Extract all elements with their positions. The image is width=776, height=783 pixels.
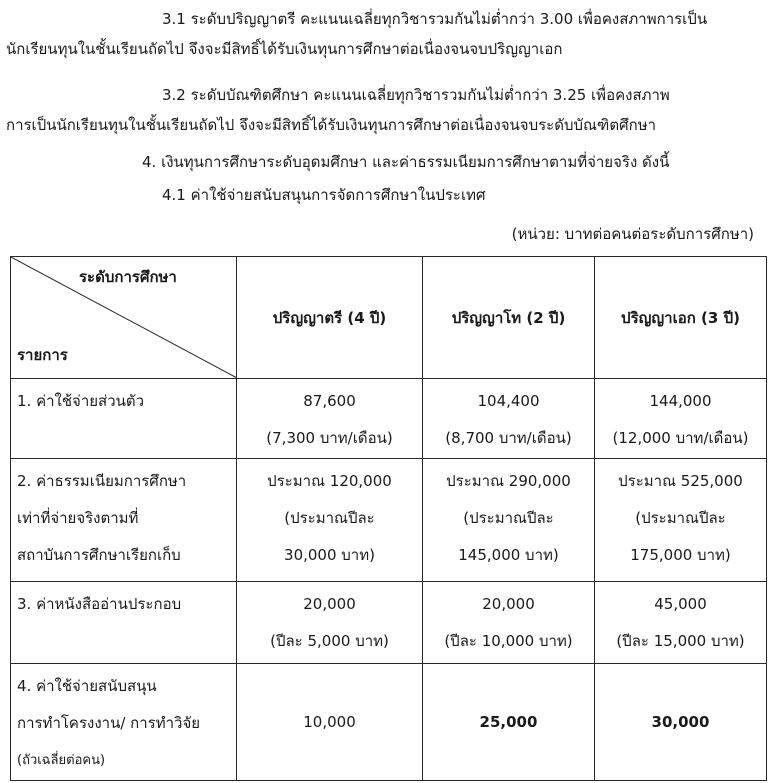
table-row (11, 459, 767, 582)
cell-amount: ประมาณ 525,000 (618, 472, 743, 490)
corner-label-level: ระดับการศึกษา (79, 268, 177, 286)
table-cell (595, 664, 767, 781)
row-label-line: การทำโครงงาน/ การทำวิจัย (17, 714, 201, 732)
cell-amount: 104,400 (477, 392, 540, 410)
row-label (11, 379, 237, 459)
table-header-row (11, 257, 767, 379)
cell-note: 145,000 บาท) (458, 546, 559, 564)
column-header-master: ปริญญาโท (2 ปี) (423, 257, 595, 379)
table-cell (595, 379, 767, 459)
table-cell (237, 459, 423, 582)
cell-note: 30,000 บาท) (284, 546, 375, 564)
budget-table (10, 256, 767, 781)
cell-note: (ปีละ 5,000 บาท) (270, 632, 389, 650)
column-header-doctorate: ปริญญาเอก (3 ปี) (595, 257, 767, 379)
cell-amount: 10,000 (303, 712, 356, 731)
cell-amount: 45,000 (654, 595, 707, 613)
table-cell (423, 664, 595, 781)
cell-note: (ปีละ 10,000 บาท) (444, 632, 573, 650)
table-cell (595, 582, 767, 664)
cell-note: (ประมาณปีละ (284, 509, 375, 527)
row-label (11, 582, 237, 664)
header-corner-cell (11, 257, 237, 379)
section-4-1-heading: 4.1 ค่าใช้จ่ายสนับสนุนการจัดการศึกษาในประเทศ (162, 186, 486, 204)
table-cell (237, 664, 423, 781)
table-cell (595, 459, 767, 582)
row-label (11, 459, 237, 582)
table-row (11, 664, 767, 781)
paragraph-3-1-line-1: 3.1 ระดับปริญญาตรี คะแนนเฉลี่ยทุกวิชารวมกันไม่ต่ำกว่า 3.00 เพื่อคงสภาพการเป็น (162, 10, 708, 28)
table-cell (423, 379, 595, 459)
row-label (11, 664, 237, 781)
cell-note: (ประมาณปีละ (463, 509, 554, 527)
table-cell (423, 582, 595, 664)
cell-note: 175,000 บาท) (630, 546, 731, 564)
row-label-line: 4. ค่าใช้จ่ายสนับสนุน (17, 677, 157, 695)
cell-amount: 144,000 (649, 392, 712, 410)
row-label-line: เท่าที่จ่ายจริงตามที่ (17, 509, 139, 527)
cell-note: (ปีละ 15,000 บาท) (616, 632, 745, 650)
row-label-line: 3. ค่าหนังสืออ่านประกอบ (17, 595, 182, 613)
unit-note: (หน่วย: บาทต่อคนต่อระดับการศึกษา) (511, 225, 754, 243)
cell-amount: 20,000 (303, 595, 356, 613)
cell-amount: ประมาณ 120,000 (267, 472, 392, 490)
cell-amount: 87,600 (303, 392, 356, 410)
section-4-heading: 4. เงินทุนการศึกษาระดับอุดมศึกษา และค่าธรรมเนียมการศึกษาตามที่จ่ายจริง ดังนี้ (142, 153, 670, 171)
table-cell (237, 582, 423, 664)
paragraph-3-2-line-1: 3.2 ระดับบัณฑิตศึกษา คะแนนเฉลี่ยทุกวิชารวมกันไม่ต่ำกว่า 3.25 เพื่อคงสภาพ (162, 86, 670, 104)
paragraph-3-1-line-2: นักเรียนทุนในชั้นเรียนถัดไป จึงจะมีสิทธิ์ได้รับเงินทุนการศึกษาต่อเนื่องจนจบปริญญาเอก (6, 40, 563, 58)
corner-label-item: รายการ (17, 346, 68, 364)
cell-note: (7,300 บาท/เดือน) (266, 429, 393, 447)
row-label-line: สถาบันการศึกษาเรียกเก็บ (17, 546, 181, 564)
table-row (11, 379, 767, 459)
table-row (11, 582, 767, 664)
paragraph-3-2-line-2: การเป็นนักเรียนทุนในชั้นเรียนถัดไป จึงจะมีสิทธิ์ได้รับเงินทุนการศึกษาต่อเนื่องจนจบระดับบัณฑิตศึกษา (6, 116, 657, 134)
cell-amount: 30,000 (651, 712, 710, 731)
cell-amount: ประมาณ 290,000 (446, 472, 571, 490)
cell-note: (12,000 บาท/เดือน) (612, 429, 749, 447)
cell-note: (ประมาณปีละ (635, 509, 726, 527)
table-cell (423, 459, 595, 582)
cell-amount: 25,000 (479, 712, 538, 731)
column-header-bachelor: ปริญญาตรี (4 ปี) (237, 257, 423, 379)
cell-amount: 20,000 (482, 595, 535, 613)
row-label-line: 2. ค่าธรรมเนียมการศึกษา (17, 472, 187, 490)
cell-note: (8,700 บาท/เดือน) (445, 429, 572, 447)
row-label-line: 1. ค่าใช้จ่ายส่วนตัว (17, 392, 145, 410)
table-cell (237, 379, 423, 459)
row-label-line: (ถัวเฉลี่ยต่อคน) (17, 753, 106, 768)
